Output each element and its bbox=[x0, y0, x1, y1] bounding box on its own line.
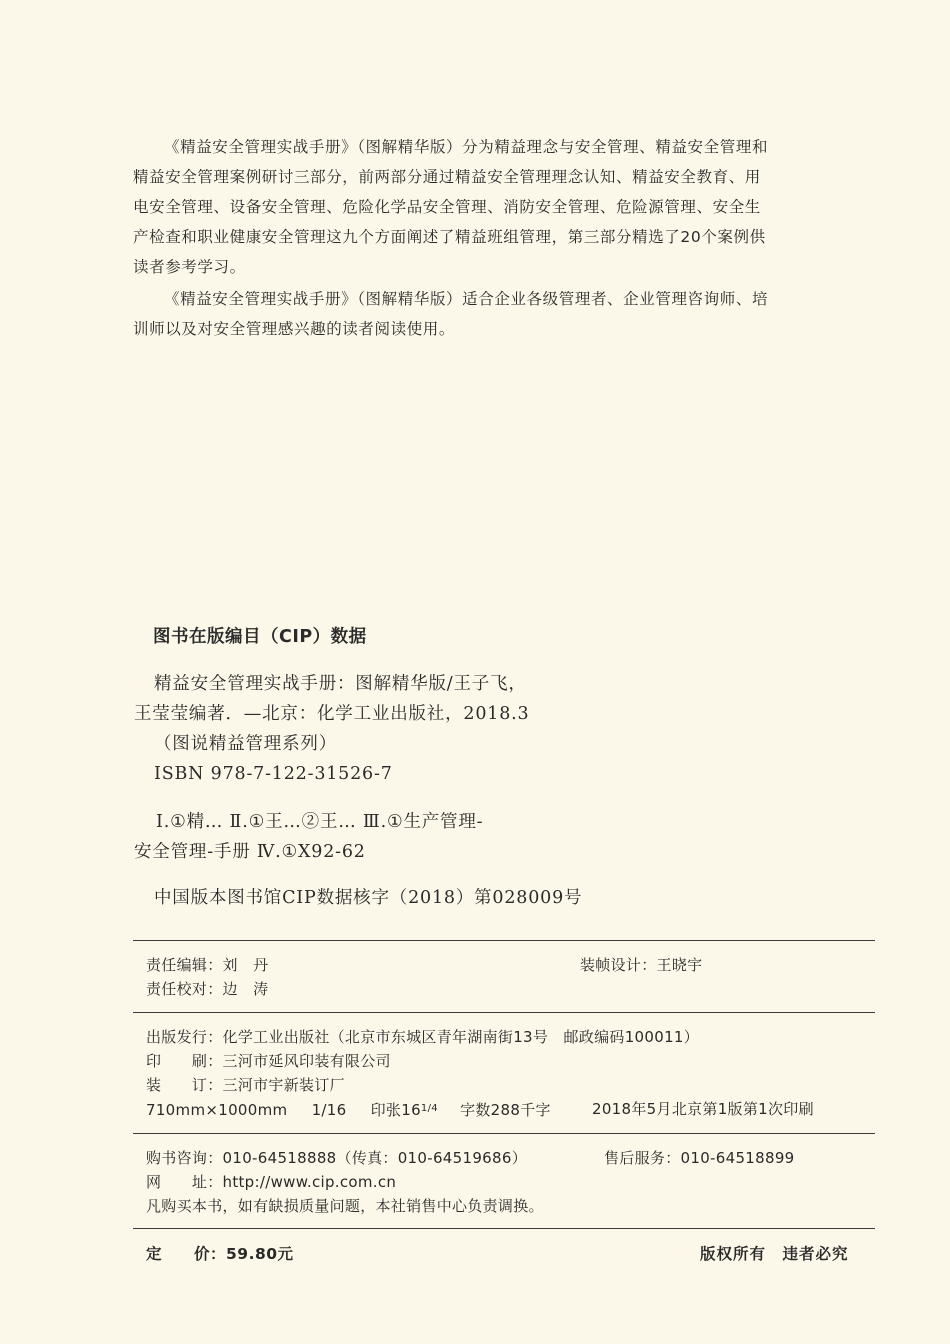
divider bbox=[133, 1133, 875, 1134]
description-line: 产检查和职业健康安全管理这九个方面阐述了精益班组管理，第三部分精选了20个案例供 bbox=[133, 228, 766, 246]
description-line: 读者参考学习。 bbox=[133, 258, 246, 276]
cip-classification-line: Ⅰ.①精… Ⅱ.①王…②王… Ⅲ.①生产管理- bbox=[156, 812, 484, 832]
binder-label: 装 订： bbox=[146, 1076, 223, 1094]
format-row bbox=[146, 1097, 551, 1122]
proofreader-row bbox=[146, 977, 268, 1001]
designer-label: 装帧设计： bbox=[580, 956, 657, 974]
divider bbox=[133, 940, 875, 941]
cip-approval-number: 中国版本图书馆CIP数据核字（2018）第028009号 bbox=[154, 888, 583, 908]
description-line: 电安全管理、设备安全管理、危险化学品安全管理、消防安全管理、危险源管理、安全生 bbox=[133, 198, 761, 216]
description-paragraph-2 bbox=[133, 284, 878, 344]
editor-label: 责任编辑： bbox=[146, 956, 223, 974]
price-label: 定 价： bbox=[146, 1245, 227, 1263]
edition-info: 2018年5月北京第1版第1次印刷 bbox=[592, 1100, 814, 1118]
replacement-notice: 凡购买本书，如有缺损质量问题，本社销售中心负责调换。 bbox=[146, 1197, 544, 1215]
divider bbox=[133, 1012, 875, 1013]
binder-value: 三河市宇新装订厂 bbox=[222, 1076, 345, 1094]
sheets-fraction: 1/4 bbox=[420, 1103, 438, 1114]
format-fold: 1/16 bbox=[311, 1101, 347, 1119]
copyright-notice: 版权所有 违者必究 bbox=[700, 1245, 849, 1263]
description-line: 《精益安全管理实战手册》（图解精华版）分为精益理念与安全管理、精益安全管理和 bbox=[164, 138, 769, 156]
designer-row bbox=[580, 953, 702, 977]
description-line: 《精益安全管理实战手册》（图解精华版）适合企业各级管理者、企业管理咨询师、培 bbox=[164, 290, 769, 308]
cip-record-line: 精益安全管理实战手册：图解精华版/王子飞， bbox=[154, 674, 527, 694]
order-row bbox=[146, 1146, 527, 1170]
proofreader-label: 责任校对： bbox=[146, 980, 223, 998]
cip-heading: 图书在版编目（CIP）数据 bbox=[153, 627, 367, 647]
printer-row bbox=[146, 1049, 391, 1073]
website-url: http://www.cip.com.cn bbox=[222, 1173, 397, 1191]
binder-row bbox=[146, 1073, 345, 1097]
order-phone: 010-64518888 bbox=[222, 1149, 337, 1167]
divider bbox=[133, 1228, 875, 1229]
proofreader-name: 边 涛 bbox=[222, 980, 269, 998]
editor-row bbox=[146, 953, 268, 977]
designer-name: 王晓宇 bbox=[656, 956, 703, 974]
word-count: 字数288千字 bbox=[460, 1101, 551, 1119]
cip-classification bbox=[134, 807, 483, 867]
cip-record bbox=[134, 669, 529, 789]
price-row bbox=[146, 1242, 294, 1264]
cip-record-line: ISBN 978-7-122-31526-7 bbox=[154, 764, 393, 784]
fax-number: （传真：010-64519686） bbox=[336, 1149, 528, 1167]
service-phone: 010-64518899 bbox=[680, 1149, 795, 1167]
website-label: 网 址： bbox=[146, 1173, 223, 1191]
sheets-label: 印张 bbox=[370, 1101, 402, 1119]
cip-classification-line: 安全管理-手册 Ⅳ.①X92-62 bbox=[134, 842, 366, 862]
description-line: 训师以及对安全管理感兴趣的读者阅读使用。 bbox=[133, 320, 456, 338]
publisher-label: 出版发行： bbox=[146, 1028, 223, 1046]
publisher-row bbox=[146, 1025, 699, 1049]
format-size: 710mm×1000mm bbox=[146, 1101, 288, 1119]
price-value: 59.80元 bbox=[226, 1245, 294, 1263]
cip-record-line: 王莹莹编著．—北京：化学工业出版社，2018.3 bbox=[134, 704, 530, 724]
sheets-whole: 16 bbox=[401, 1101, 421, 1119]
description-line: 精益安全管理案例研讨三部分，前两部分通过精益安全管理理念认知、精益安全教育、用 bbox=[133, 168, 761, 186]
printer-label: 印 刷： bbox=[146, 1052, 223, 1070]
editor-name: 刘 丹 bbox=[222, 956, 269, 974]
order-label: 购书咨询： bbox=[146, 1149, 223, 1167]
publisher-value: 化学工业出版社（北京市东城区青年湖南街13号 邮政编码100011） bbox=[222, 1028, 700, 1046]
service-label: 售后服务： bbox=[604, 1149, 681, 1167]
description-paragraph-1 bbox=[133, 132, 878, 282]
website-row bbox=[146, 1170, 396, 1194]
service-row bbox=[604, 1146, 795, 1170]
printer-value: 三河市延风印装有限公司 bbox=[222, 1052, 391, 1070]
cip-record-line: （图说精益管理系列） bbox=[154, 734, 337, 754]
